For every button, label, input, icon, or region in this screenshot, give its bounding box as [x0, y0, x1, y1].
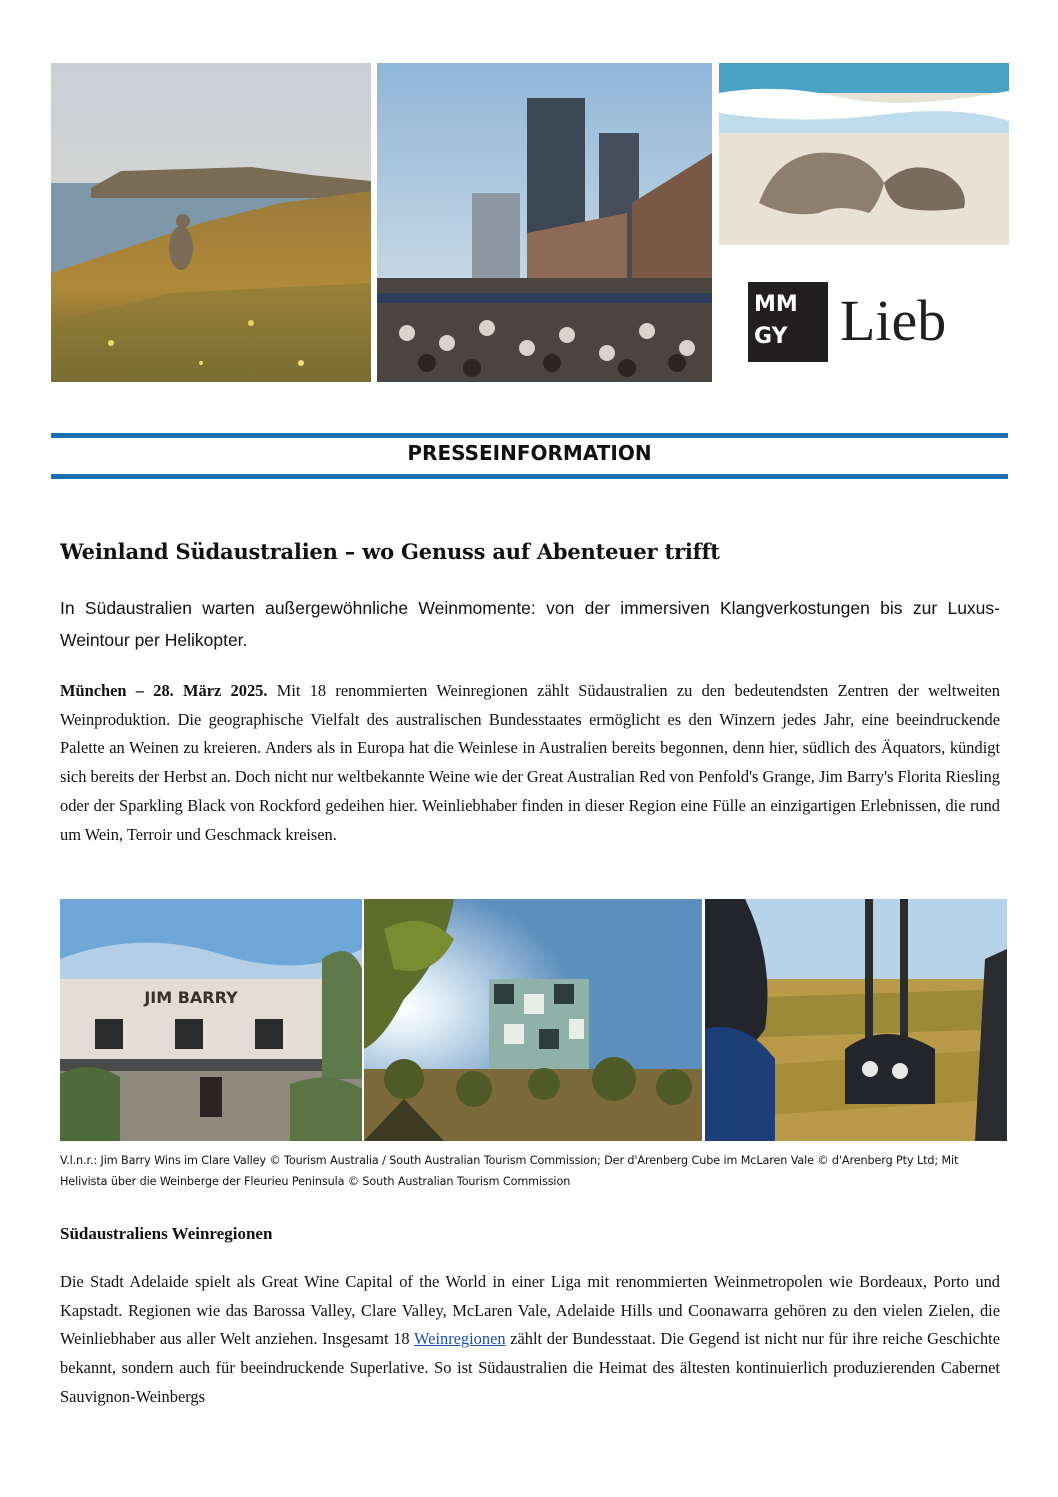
article-headline: Weinland Südaustralien – wo Genuss auf Abenteuer trifft	[60, 539, 720, 564]
section-text-1: Die Stadt Adelaide spielt als Great Wine Capital of the World in einer Liga mit renommierten Weinmetropolen wie Bordeaux, Porto und Kapstadt. Regionen wie das Barossa Valley, Clare Valley, McLaren Vale, Adelaide Hills und Coonawarra gehören zu den vielen Zielen, die Weinliebhaber aus aller Welt anziehen. Insgesamt 18	[60, 1272, 1000, 1349]
top-rule	[51, 433, 1008, 438]
sea-lions-beach-photo	[719, 63, 1009, 245]
press-banner-title: PRESSEINFORMATION	[407, 441, 652, 465]
dateline: München – 28. März 2025.	[60, 681, 268, 700]
winery-sign: JIM BARRY	[144, 988, 238, 1007]
section-heading: Südaustraliens Weinregionen	[60, 1224, 273, 1243]
darenberg-cube-photo	[364, 899, 702, 1141]
logo-wordmark: Lieb	[840, 288, 947, 353]
weinregionen-link[interactable]: Weinregionen	[414, 1329, 506, 1349]
intro-paragraph	[60, 677, 1000, 849]
intro-text: Mit 18 renommierten Weinregionen zählt Südaustralien zu den bedeutendsten Zentren der weltweiten Weinproduktion. Die geographische Vielfalt des australischen Bundesstaates ermöglicht es den Winzern jedes Jahr, eine beeindruckende Palette an Weinen zu kreieren. Anders als in Europa hat die Weinlese in Australien bereits begonnen, denn hier, südlich des Äquators, kündigt sich bereits der Herbst an. Doch nicht nur weltbekannte Weine wie der Great Australian Red von Penfold's Grange, Jim Barry's Florita Riesling oder der Sparkling Black von Rockford gedeihen hier. Weinliebhaber finden in dieser Region eine Fülle an einzigartigen Erlebnissen, die rund um Wein, Terroir und Geschmack kreisen.	[60, 681, 1000, 844]
mmgy-lieb-logo	[748, 282, 988, 362]
jim-barry-winery-photo	[60, 899, 362, 1141]
adelaide-street-photo	[377, 63, 712, 382]
helicopter-vineyard-photo	[705, 899, 1007, 1141]
logo-mark-bottom: GY	[754, 324, 788, 349]
article-subheadline: In Südaustralien warten außergewöhnliche Weinmomente: von der immersiven Klangverkostungen bis zur Luxus-Weintour per Helikopter.	[60, 598, 1000, 650]
bottom-rule	[51, 474, 1008, 479]
section-paragraph	[60, 1268, 1000, 1412]
logo-mark	[748, 282, 828, 362]
kangaroo-coast-photo	[51, 63, 371, 382]
section-text-2: zählt der Bundesstaat. Die Gegend ist nicht nur für ihre reiche Geschichte bekannt, sondern auch für beeindruckende Superlative. So ist Südaustralien die Heimat des ältesten kontinuierlich produzierenden Cabernet Sauvignon-Weinbergs	[60, 1329, 1000, 1406]
photo-caption: V.l.n.r.: Jim Barry Wins im Clare Valley © Tourism Australia / South Australian Tourism Commission; Der d'Arenberg Cube im McLaren Vale © d'Arenberg Pty Ltd; Mit Helivista über die Weinberge der Fleurieu Peninsula © South Australian Tourism Commission	[60, 1154, 959, 1188]
logo-mark-top: MM	[754, 292, 798, 317]
